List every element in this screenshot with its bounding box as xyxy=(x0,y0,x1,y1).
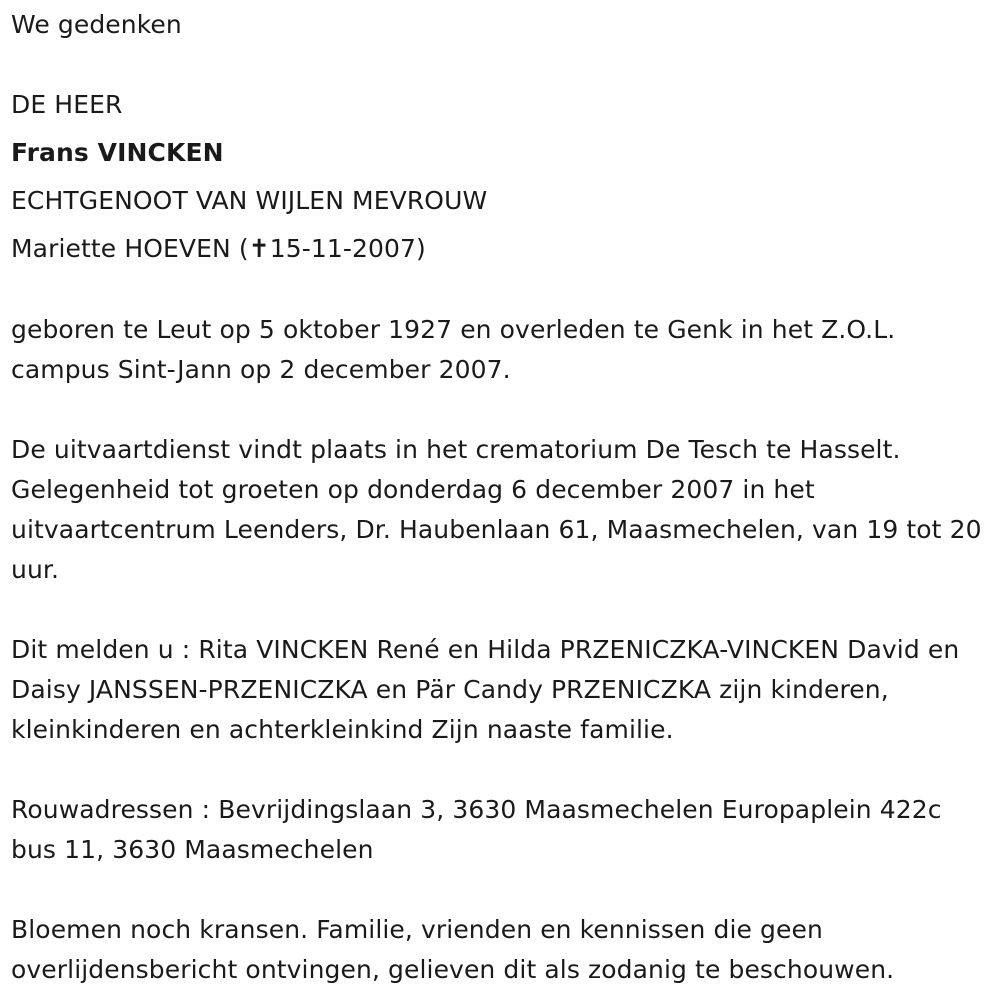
birth-death-paragraph: geboren te Leut op 5 oktober 1927 en overleden te Genk in het Z.O.L. campus Sint-Jann op 2 december 2007. xyxy=(11,315,896,384)
spouse-title: ECHTGENOOT VAN WIJLEN MEVROUW xyxy=(11,186,488,215)
spouse-name: Mariette HOEVEN (✝15-11-2007) xyxy=(11,234,426,263)
service-paragraph: De uitvaartdienst vindt plaats in het crematorium De Tesch te Hasselt. Gelegenheid tot groeten op donderdag 6 december 2007 in het uitvaartcentrum Leenders, Dr. Haubenlaan 61, Maasmechelen, van 19 tot 20 uur. xyxy=(11,435,982,584)
deceased-name: Frans VINCKEN xyxy=(11,138,224,167)
addresses-paragraph: Rouwadressen : Bevrijdingslaan 3, 3630 Maasmechelen Europaplein 422c bus 11, 3630 Maasmechelen xyxy=(11,795,942,864)
honorific: DE HEER xyxy=(11,90,123,119)
intro-text: We gedenken xyxy=(11,10,182,39)
closing-paragraph: Bloemen noch kransen. Familie, vrienden en kennissen die geen overlijdensbericht ontvingen, gelieven dit als zodanig te beschouwen. xyxy=(11,915,895,984)
announcers-paragraph: Dit melden u : Rita VINCKEN René en Hilda PRZENICZKA-VINCKEN David en Daisy JANSSEN-PRZENICZKA en Pär Candy PRZENICZKA zijn kinderen, kleinkinderen en achterkleinkind Zijn naaste familie. xyxy=(11,635,960,744)
